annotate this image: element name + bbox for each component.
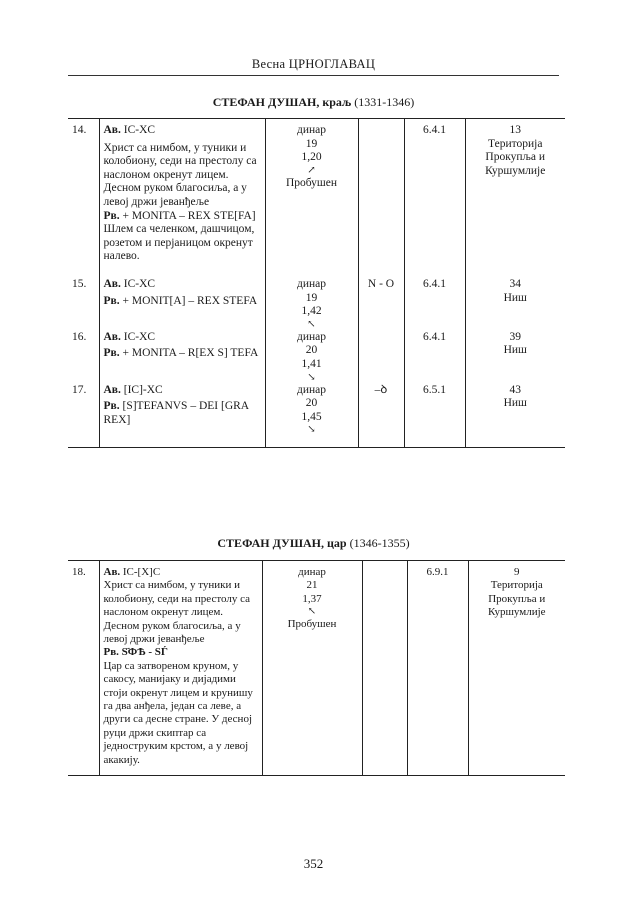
catalog-table-tsar [68,560,565,776]
catalog-row [68,278,565,331]
entry-number: 15. [68,278,99,331]
reverse-label: Рв. [103,400,120,413]
find-count: 9 [514,566,520,578]
entry-description [99,119,265,278]
entry-type: 6.4.1 [404,331,465,384]
obverse-legend: IC-[X]C [122,566,161,578]
entry-description [99,331,265,384]
reverse-legend: + MONIT[A] – REX STEFA [122,294,258,307]
entry-number: 18. [68,561,99,776]
obverse-legend: IC-XC [123,330,156,343]
reverse-description: Шлем са челенком, дашчицом, розетом и перјаницом окренут налево. [103,223,255,263]
find-location: Ниш [503,291,527,304]
entry-mark: N - O [358,278,404,331]
catalog-row [68,331,565,384]
header-rule [68,75,559,76]
weight: 1,37 [302,592,322,605]
reverse-label: Рв. [103,347,120,360]
entry-type: 6.4.1 [404,278,465,331]
entry-denomination [265,119,358,278]
die-axis-arrow-icon: ↘ [307,424,316,436]
diameter: 21 [306,579,318,592]
section-dates: (1346-1355) [349,536,410,550]
obverse-label: Ав. [103,383,121,396]
find-location: Територија Прокупља и Куршумлије [487,579,546,619]
entry-number: 16. [68,331,99,384]
find-location: Територија Прокупља и Куршумлије [485,137,546,177]
entry-denomination [265,278,358,331]
condition-note: Пробушен [285,176,338,189]
entry-type: 6.5.1 [404,384,465,448]
catalog-row [68,119,565,278]
find-count: 43 [509,383,521,396]
reverse-label: Рв. [103,294,120,307]
entry-description [99,561,262,776]
reverse-legend: [S]TEFANVS – DEI [GRA REX] [103,400,249,426]
diameter: 20 [305,397,318,410]
denomination: динар [296,277,326,290]
entry-type: 6.9.1 [407,561,468,776]
die-axis-arrow-icon: ↖ [307,606,317,618]
reverse-label: Рв. [103,209,120,222]
entry-mark [362,561,407,776]
running-header: Весна ЦРНОГЛАВАЦ [251,57,376,71]
catalog-row [68,561,565,776]
entry-location [465,119,565,278]
catalog-table-king [68,118,565,448]
denomination: динар [296,383,326,396]
section-title-king [68,95,559,110]
obverse-label: Ав. [103,330,121,343]
page-number: 352 [303,856,324,871]
weight: 1,42 [301,305,322,318]
obverse-label: Ав. [103,566,121,578]
reverse-label: Рв. [103,646,119,659]
entry-location [468,561,565,776]
reverse-legend: + MONITA – REX STE[FA] [122,209,256,222]
obverse-label: Ав. [103,124,121,136]
diameter: 19 [305,137,318,150]
entry-location [465,331,565,384]
entry-number: 17. [68,384,99,448]
section-title-text: СТЕФАН ДУШАН, краљ [212,95,352,109]
obverse-description: Христ са нимбом, у туники и колобиону, седи на престолу са наслоном окренут лицем. Десном руком благосиља, а у левој држи јеванђеље [103,141,257,208]
diameter: 20 [305,344,318,357]
catalog-row [68,384,565,448]
die-axis-arrow-icon: ↖ [307,318,316,330]
obverse-legend: [IC]-XC [123,383,163,396]
section-title-tsar [68,536,559,551]
weight: 1,45 [301,410,322,423]
entry-denomination [262,561,362,776]
entry-description [99,384,265,448]
entry-mark [358,119,404,278]
die-axis-arrow-icon: ↗ [307,164,316,176]
reverse-legend: Ѕ҃ФѢ - ЅЃ [121,646,168,659]
entry-description [99,278,265,331]
diameter: 19 [305,291,318,304]
entry-mark: –ꝺ [358,384,404,448]
entry-location [465,278,565,331]
find-count: 34 [509,277,521,290]
entry-mark [358,331,404,384]
reverse-legend: + MONITA – R[EX S] TEFA [122,347,259,360]
obverse-legend: IC-XC [123,277,156,290]
section-dates: (1331-1346) [354,95,415,109]
weight: 1,41 [301,357,322,370]
entry-type: 6.4.1 [404,119,465,278]
denomination: динар [296,124,326,136]
entry-number: 14. [68,119,99,278]
section-title-text: СТЕФАН ДУШАН, цар [217,536,347,550]
entry-denomination [265,331,358,384]
reverse-description: Цар са затвореном круном, у сакосу, манијаку и дијадими стоји окренут лицем и крунишу га два анђела, један са леве, а други са десне стране. У десној руци држи скиптар са једноструким крстом, а у левој акакију. [103,659,253,766]
obverse-description: Христ са нимбом, у туники и колобиону, седи на престолу са наслоном окренут лицем. Десном руком благосиља, а у левој држи јеванђеље [103,579,250,646]
obverse-legend: IC-XC [123,124,156,136]
find-count: 39 [509,330,521,343]
entry-denomination [265,384,358,448]
find-count: 13 [509,124,521,136]
obverse-label: Ав. [103,277,121,290]
denomination: динар [296,330,326,343]
denomination: динар [298,566,326,578]
find-location: Ниш [503,397,527,410]
condition-note: Пробушен [287,618,337,631]
die-axis-arrow-icon: ↘ [307,371,316,383]
find-location: Ниш [503,344,527,357]
weight: 1,20 [301,151,322,164]
entry-location [465,384,565,448]
